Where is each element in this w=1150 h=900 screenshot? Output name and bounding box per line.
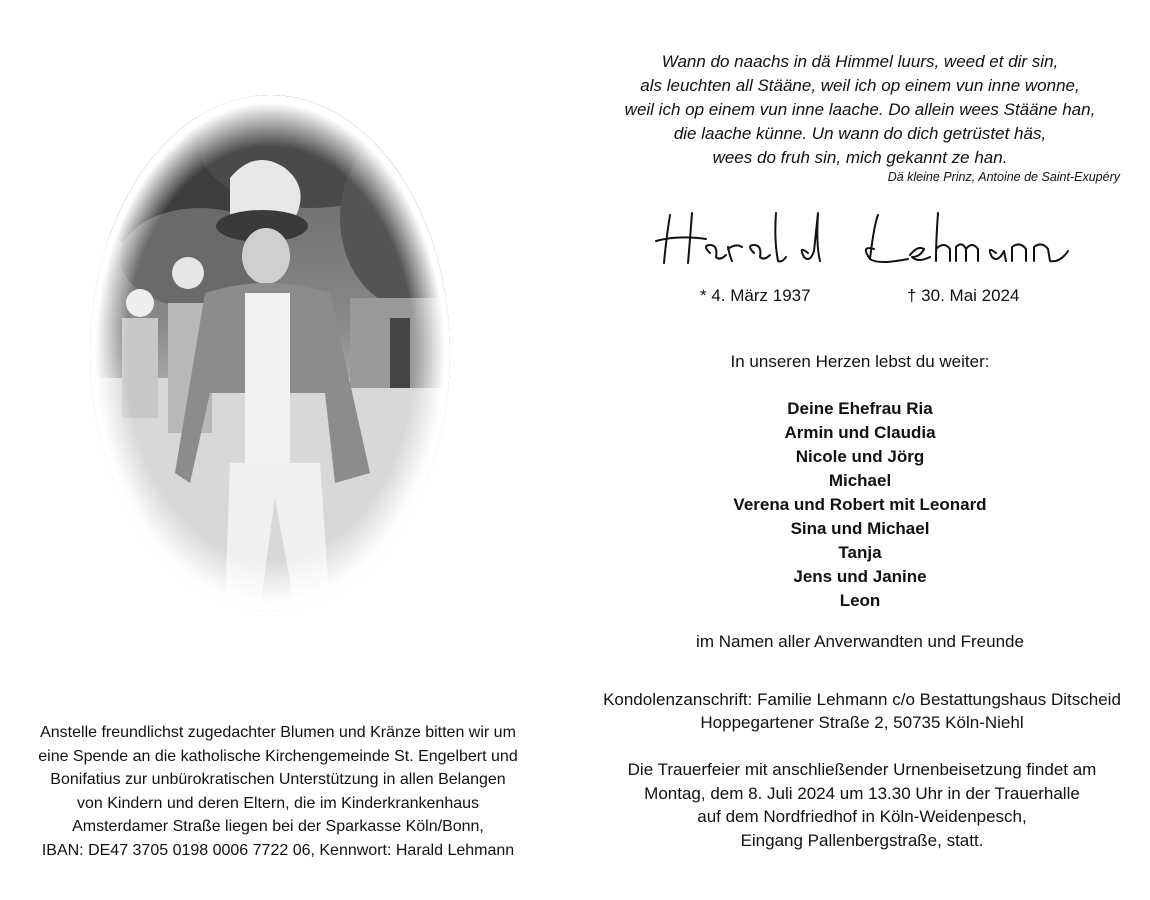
funeral-line: Die Trauerfeier mit anschließender Urnenbeisetzung findet am [627, 760, 1097, 779]
poem-line: als leuchten all Stääne, weil ich op einem vun inne wonne, [640, 76, 1080, 95]
funeral-line: auf dem Nordfriedhof in Köln-Weidenpesch, [697, 807, 1027, 826]
mourner: Jens und Janine [793, 567, 927, 586]
donation-line: eine Spende an die katholische Kirchengemeinde St. Engelbert und [38, 747, 518, 765]
portrait-photo [80, 88, 460, 618]
birth-date: * 4. März 1937 [700, 286, 811, 305]
poem-line: die laache künne. Un wann do dich getrüstet häs, [673, 124, 1047, 143]
mourner: Tanja [838, 543, 882, 562]
mourner: Verena und Robert mit Leonard [733, 495, 987, 514]
donation-line: Amsterdamer Straße liegen bei der Sparkasse Köln/Bonn, [72, 818, 484, 835]
condolence-line: Kondolenzanschrift: Familie Lehmann c/o Bestattungshaus Ditscheid [603, 690, 1121, 709]
intro-text: In unseren Herzen lebst du weiter: [730, 352, 990, 371]
mourner: Michael [828, 471, 892, 490]
signature-icon [648, 205, 1088, 285]
mourner: Sina und Michael [790, 519, 930, 538]
mourners-list [560, 397, 1150, 613]
donation-line: von Kindern und deren Eltern, die im Kinderkrankenhaus [76, 794, 480, 812]
donation-line: IBAN: DE47 3705 0198 0006 7722 06, Kennwort: Harald Lehmann [41, 841, 515, 859]
closing-text: im Namen aller Anverwandten und Freunde [696, 632, 1024, 651]
funeral-line: Eingang Pallenbergstraße, statt. [740, 830, 984, 850]
poem-line: Wann do naachs in dä Himmel luurs, weed et dir sin, [661, 52, 1059, 71]
mourner: Nicole und Jörg [795, 447, 925, 466]
condolence-address [560, 688, 1150, 734]
portrait-photo-icon [80, 88, 460, 618]
donation-request [8, 721, 548, 862]
donation-line: Anstelle freundlichst zugedachter Blumen und Kränze bitten wir um [40, 724, 516, 741]
mourner: Leon [839, 591, 881, 610]
poem [560, 50, 1150, 170]
poem-line: weil ich op einem vun inne laache. Do allein wees Stääne han, [624, 100, 1096, 119]
funeral-line: Montag, dem 8. Juli 2024 um 13.30 Uhr in der Trauerhalle [644, 783, 1080, 803]
condolence-line: Hoppegartener Straße 2, 50735 Köln-Niehl [700, 713, 1024, 732]
donation-line: Bonifatius zur unbürokratischen Unterstützung in allen Belangen [50, 771, 506, 788]
mourner: Deine Ehefrau Ria [787, 399, 933, 418]
deceased-name-signature [648, 205, 1088, 285]
death-date: † 30. Mai 2024 [907, 286, 1020, 305]
mourner: Armin und Claudia [784, 423, 936, 442]
poem-line: wees do fruh sin, mich gekannt ze han. [712, 148, 1008, 167]
funeral-info [560, 758, 1150, 852]
poem-attribution: Dä kleine Prinz, Antoine de Saint-Exupéry [887, 170, 1120, 184]
